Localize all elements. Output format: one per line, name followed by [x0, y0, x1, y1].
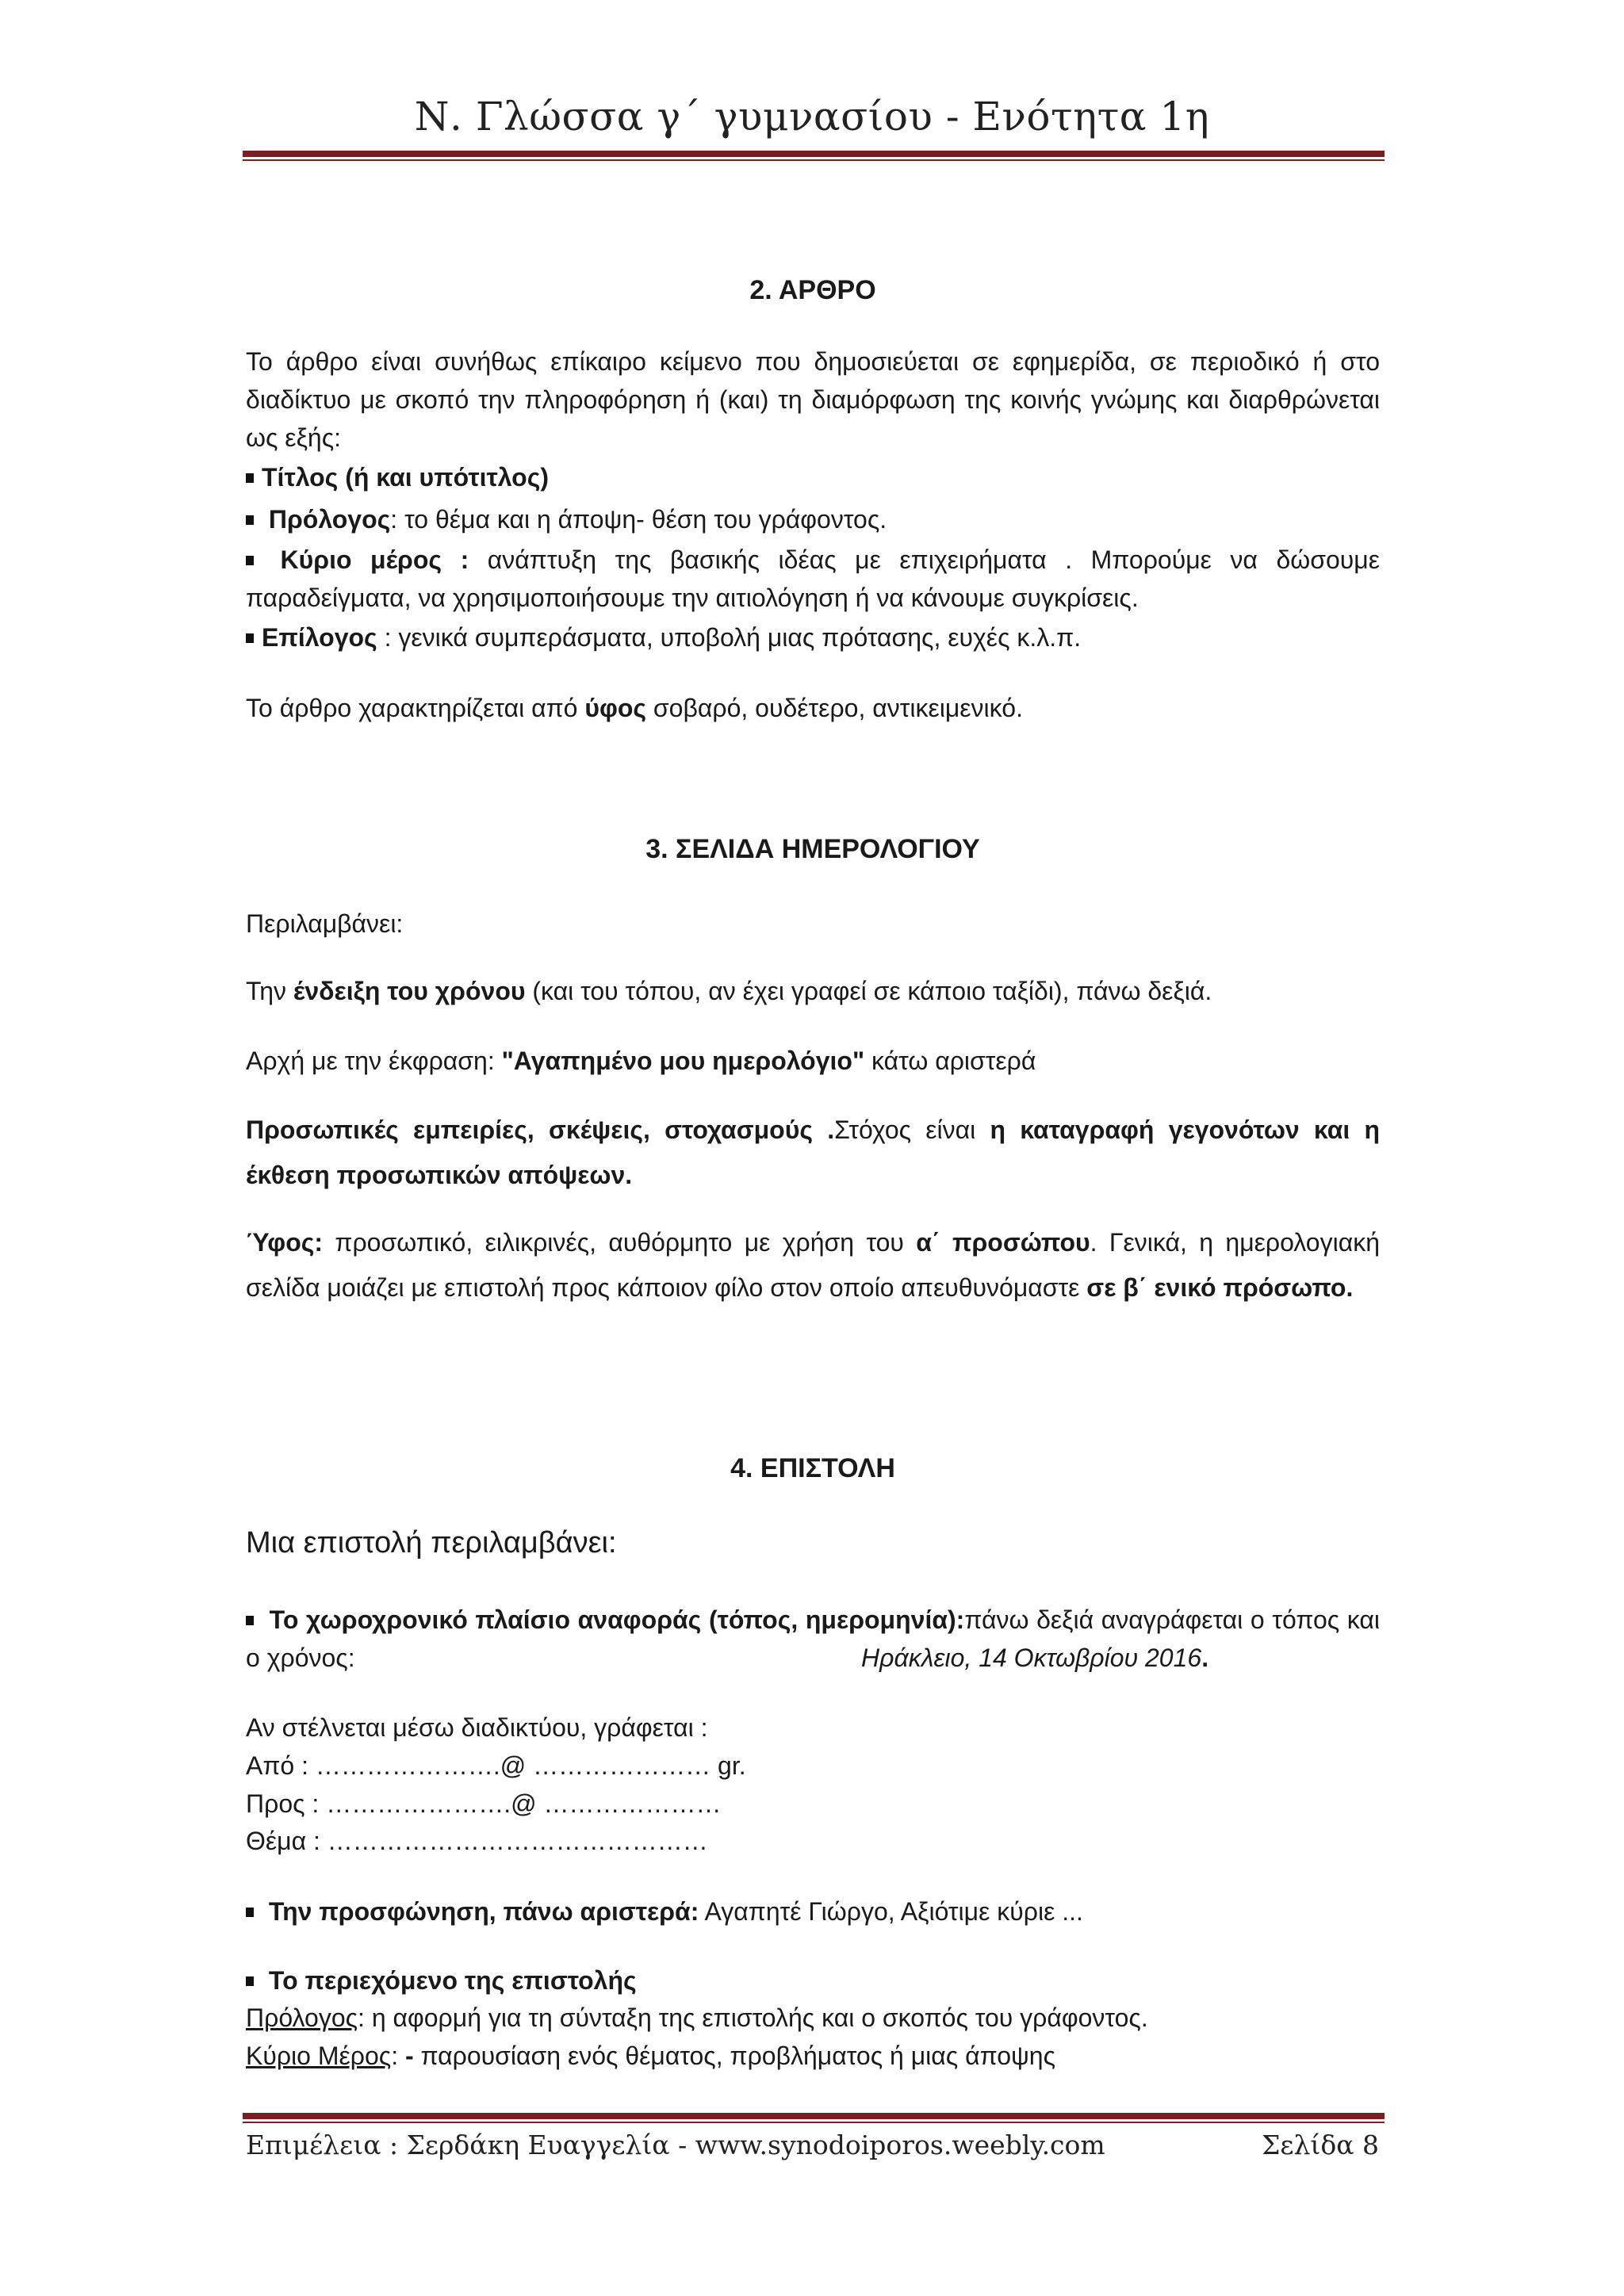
- bullet-icon: [246, 1976, 254, 1986]
- text-run: :: [391, 2042, 405, 2070]
- text-run: ένδειξη του χρόνου: [293, 977, 526, 1005]
- text-run: Την: [246, 977, 293, 1005]
- diary-line-opening: [246, 1042, 1380, 1080]
- text-run: ανάπτυξη της βασικής ιδέας με επιχειρήματα . Μπορούμε να δώσουμε παραδείγματα, να χρησιμοποιήσουμε την αιτιολόγηση ή να κάνουμε συγκρίσεις.: [246, 545, 1380, 612]
- section-heading-diary: 3. ΣΕΛΙΔΑ ΗΜΕΡΟΛΟΓΙΟΥ: [645, 834, 980, 864]
- text-run: Πρόλογος: [246, 2003, 358, 2032]
- article-intro: Το άρθρο είναι συνήθως επίκαιρο κείμενο που δημοσιεύεται σε εφημερίδα, σε περιοδικό ή στο διαδίκτυο με σκοπό την πληροφόρηση ή (και) τη διαμόρφωση της κοινής γνώμης και διαρθρώνεται ως εξής:: [246, 347, 1380, 452]
- text-run: Ύφος:: [246, 1228, 324, 1257]
- text-run: Αρχή με την έκφραση:: [246, 1047, 502, 1075]
- text-run: (και του τόπου, αν έχει γραφεί σε κάποιο ταξίδι), πάνω δεξιά.: [525, 977, 1212, 1005]
- text-run: Στόχος είναι: [834, 1115, 990, 1144]
- text-run: η καταγραφή γεγονότων και η έκθεση προσωπικών απόψεων.: [246, 1115, 1381, 1189]
- bullet-icon: [246, 515, 254, 525]
- text-run: σε β΄ ενικό πρόσωπο.: [1086, 1273, 1354, 1302]
- text-run: : η αφορμή για τη σύνταξη της επιστολής και ο σκοπός του γράφοντος.: [358, 2003, 1148, 2032]
- text-run: α΄ προσώπου: [916, 1228, 1090, 1257]
- text-run: προσωπικό, ειλικρινές, αυθόρμητο με χρήση του: [323, 1228, 917, 1257]
- footer-rule: [243, 2113, 1385, 2123]
- text-run: σοβαρό, ουδέτερο, αντικειμενικό.: [646, 694, 1023, 722]
- diary-includes: Περιλαμβάνει:: [246, 909, 404, 938]
- bullet-icon: [246, 1908, 254, 1917]
- text-run: : το θέμα και η άποψη- θέση του γράφοντος.: [390, 505, 887, 534]
- letter-content-title: [246, 1961, 1380, 1999]
- section-heading-letter: 4. ΕΠΙΣΤΟΛΗ: [730, 1453, 895, 1483]
- text-run: ύφος: [584, 694, 647, 722]
- letter-address: [246, 1892, 1380, 1931]
- page-header-title: Ν. Γλώσσα γ΄ γυμνασίου - Ενότητα 1η: [414, 94, 1210, 140]
- letter-email-intro: Αν στέλνεται μέσω διαδικτύου, γράφεται :: [246, 1713, 708, 1742]
- letter-email-from: Από : ………………….@ ………………… gr.: [246, 1751, 746, 1780]
- diary-line-time: [246, 972, 1380, 1010]
- bullet-icon: [246, 1616, 254, 1625]
- text-run: -: [404, 2042, 414, 2070]
- article-bullet-title: [246, 458, 1380, 496]
- text-run: Προσωπικές εμπειρίες, σκέψεις, στοχασμούς .: [246, 1115, 835, 1144]
- diary-line-experiences: [246, 1108, 1380, 1198]
- article-bullet-epilogue: [246, 618, 1380, 656]
- letter-main-part: [246, 2037, 1380, 2075]
- text-run: Το περιεχόμενο της επιστολής: [268, 1966, 637, 1995]
- text-run: Κύριο Μέρος: [246, 2042, 392, 2070]
- letter-email-subject: Θέμα : ………………………………………: [246, 1827, 708, 1855]
- article-bullet-prologue: [246, 500, 1380, 538]
- diary-line-style: [246, 1220, 1380, 1311]
- text-run: πάνω δεξιά αναγράφεται ο τόπος και ο χρόνος:: [246, 1605, 1381, 1672]
- text-run: Αγαπητέ Γιώργο, Αξιότιμε κύριε ...: [699, 1897, 1083, 1926]
- text-run: Τίτλος (ή και υπότιτλος): [262, 463, 550, 492]
- section-heading-article: 2. ΑΡΘΡΟ: [749, 275, 876, 305]
- article-bullet-main: [246, 541, 1380, 617]
- text-run: . Γενικά, η ημερολογιακή σελίδα μοιάζει με επιστολή προς κάποιον φίλο στον οποίο απευθυνόμαστε: [246, 1228, 1381, 1302]
- text-run: Επίλογος: [262, 623, 377, 652]
- text-run: Το χωροχρονικό πλαίσιο αναφοράς (τόπος, ημερομηνία):: [269, 1605, 965, 1634]
- letter-frame-example: [861, 1639, 1380, 1677]
- text-run: παρουσίαση ενός θέματος, προβλήματος ή μιας άποψης: [413, 2042, 1056, 2070]
- footer-page-number: Σελίδα 8: [1262, 2130, 1379, 2160]
- text-run: : γενικά συμπεράσματα, υποβολή μιας πρότασης, ευχές κ.λ.π.: [377, 623, 1082, 652]
- footer-author: Επιμέλεια : Σερδάκη Ευαγγελία - www.synodoiporos.weebly.com: [246, 2130, 1105, 2160]
- bullet-icon: [246, 473, 254, 483]
- header-rule: [243, 151, 1385, 161]
- text-run: Κύριο μέρος :: [280, 545, 469, 574]
- text-run: "Αγαπημένο μου ημερολόγιο": [501, 1047, 865, 1075]
- bullet-icon: [246, 556, 254, 565]
- text-run: Πρόλογος: [268, 505, 391, 534]
- text-run: .: [1201, 1644, 1209, 1672]
- letter-prologue: [246, 1999, 1380, 2037]
- bullet-icon: [246, 633, 254, 643]
- text-run: Ηράκλειο, 14 Οκτωβρίου 2016: [861, 1644, 1202, 1672]
- letter-email-to: Προς : ………………….@ …………………: [246, 1789, 722, 1818]
- text-run: Το άρθρο χαρακτηρίζεται από: [246, 694, 585, 722]
- text-run: Την προσφώνηση, πάνω αριστερά:: [268, 1897, 699, 1926]
- article-style-line: [246, 689, 1380, 727]
- letter-includes: Μια επιστολή περιλαμβάνει:: [246, 1526, 617, 1559]
- text-run: κάτω αριστερά: [864, 1047, 1036, 1075]
